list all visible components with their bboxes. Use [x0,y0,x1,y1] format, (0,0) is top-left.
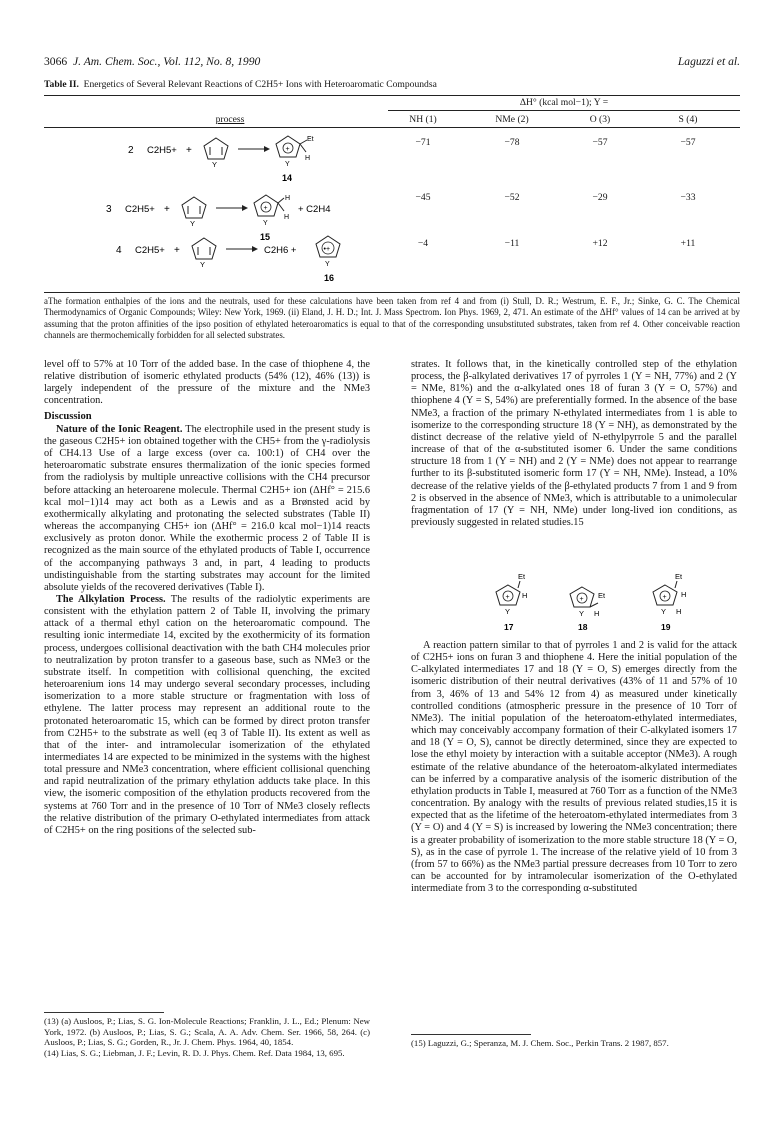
footnote-rule [44,1012,164,1013]
radical-dots-plus-icon: •+ [323,246,331,253]
ethylene-coproduct: + C2H4 [298,204,331,215]
compound-number-16: 16 [324,273,335,283]
table-caption [44,79,740,90]
right-column [411,359,737,529]
hydrogen-label: H [522,591,528,600]
cell-r4-nh: −4 [417,238,429,249]
cell-r4-s: +11 [680,238,696,249]
column-header-o: O (3) [589,114,611,125]
heteroatom-label: Y [661,607,667,616]
column-header-nme: NMe (2) [495,114,529,125]
paragraph: A reaction pattern similar to that of pyrroles 1 and 2 is valid for the attack of C2H5+ ions on furan 3 and thiophene 4. Here the initial population of the C-alkylated intermediates 17 and 18 (Y = O, S) emerges directly from the isomeric distribution of their neutral derivatives (43% of 11 and 57% of 10 from 3, 46% of 13 and 54% 12 from 4) as measured under kinetically controlled conditions (atmospheric pressure in the presence of 10 Torr of NMe3). The initial population of the heteroatom-ethylated intermediates, which may conceivably accompany formation of their C-alkylated isomers 17 and 18 (Y = O, S), cannot be directly determined, since they are expected to lose the ethyl moiety by interaction with a suitable acceptor (NMe3). A rough estimate of the relative abundance of the heteroatom-alkylated intermediates can be inferred by a comparative analysis of the isomeric distribution of the ethylation products in Table I, measured at 760 Torr as a function of the NMe3 concentration. By analogy with the results of previous related studies,15 it is expected that as the lifetime of the heteroatom-ethylated intermediates from 3 (Y = O) and 4 (Y = S) is increased by lowering the NMe3 concentration; there is a greater probability of isomerization to the more stable structure 18 (Y = O, S), as in the case of pyrrole 1. The increase of the relative yield of 10 from 3 (from 57 to 66%) as the NMe3 partial pressure decreases from 10 Torr to zero can be accounted for by intramolecular isomerization of the O-ethylated intermediate from 3 to the corresponding α-substituted [411,640,737,895]
structure-18 [570,587,606,632]
substituent-bond-icon [300,140,307,144]
charge-plus-icon: + [579,596,584,603]
heteroatom-label: Y [325,261,330,268]
right-reference: (15) Laguzzi, G.; Speranza, M. J. Chem. Soc., Perkin Trans. 2 1987, 857. [411,1038,669,1048]
hydrogen-label: H [594,609,600,618]
reference: (13) (a) Ausloos, P.; Lias, S. G. Ion-Molecule Reactions; Franklin, J. L., Ed.; Plenum: New York, 1972. (b) Ausloos, P.; Lias, S. G.; Scala, A. A. Adv. Chem. Ser. 1966, 58, 264. (c) Ausloos, P.; Lias, S. G.; Gorden, R., Jr. J. Chem. Phys. 1964, 40, 1854. [44,1016,370,1048]
heteroatom-label: Y [200,260,206,269]
hydrogen-label: H [305,155,311,162]
compound-number-19: 19 [661,622,671,632]
reaction-scheme [44,128,740,290]
arrowhead-icon [242,205,248,211]
paragraph: Nature of the Ionic Reagent. The electrophile used in the present study is the gaseous C2H5+ ion obtained together with the CH5+ from the γ-radiolysis of CH4.13 Use of a large excess (over ca. 100:1) of CH4 over the heteroaromatic substrate ensures thermalization of the ionic species formed from the radiolysis by multiple unreactive collisions with the CH4 precursor before attacking an heteroarene molecule. Thermal C2H5+ ion (ΔHf° = 215.6 kcal mol−1)14 may act both as a Lewis and as a Brønsted acid by exothermically alkylating and protonating the selected substrates (Table II) whereas the accompanying CH5+ ion (ΔHf° = 216.0 kcal mol−1)14 reacts exclusively as proton donor. While the exothermic process 2 of Table II is recognized as the main source of the ethylated products of Table I, occurrence of the accompanying pathways 3 and, in part, 4 leading to products undistinguishable from the starting substrates may account for the limited absolute yields of the recovered derivatives (Table I). [44,423,371,593]
paragraph: strates. It follows that, in the kinetically controlled step of the ethylation process, the β-alkylated derivatives 17 of pyrroles 1 (Y = NH, 77%) and 2 (Y = NMe, 81%) and the α-alkylated ones 18 of furan 3 (Y = O, 57%) and thiophene 4 (Y = S, 54%) are preferentially formed. In the absence of the base NMe3, a fraction of the primary N-ethylated intermediates from 1 is able to isomerize to the corresponding structure 18 (Y = NH), as demonstrated by the distinct decrease of the relative yield of N-ethylpyrrole 5 and the parallel increase of that of the α-substituted isomer 6. Under the same conditions structure 18 from 1 (Y = NH) and 2 (Y = NMe) does not appear to rearrange further to its β-substituted isomeric form 17 (Y = NH, NMe). Instead, a 10% decrease of the relative yields of the β-ethylated products 7 from 1 and 9 from 2 is observed in the absence of NMe3, which is attributable to a unimolecular fragmentation of 17 (Y = NH, NMe) under long-lived ion conditions, as previously suggested in related studies.15 [411,359,737,529]
equation-number: 2 [128,145,134,156]
substituent-bond-icon [300,144,306,152]
heteroatom-label: Y [505,607,511,616]
column-group-rule [388,110,740,111]
ethyl-cation-label: C2H5+ [125,204,155,215]
cell-r3-s: −33 [680,192,696,203]
footnote-rule [411,1034,531,1035]
table-footnote: aThe formation enthalpies of the ions and the neutrals, used for these calculations have been taken from ref 4 and from (i) Stull, D. R.; Westrum, E. F., Jr.; Sinke, G. C. The Chemical Thermodynamics of Organic Compounds; Wiley: New York, 1969. (ii) Eland, J. H. D.; Int. J. Mass Spectrom. Ion Phys. 1969, 2, 471. An estimate of the ΔHf° values of 14 can be arrived at by assuming that the proton affinities of the ipso position of ethylated heteroaromatics is equal to that of the corresponding unsubstituted substrates, taken from ref 4. Other conceivable reaction channels are thermochemically forbidden for all selected substrates. [44,296,740,340]
subheading: Nature of the Ionic Reagent. [56,423,183,435]
substituent-bond-icon [278,203,284,211]
cell-r3-o: −29 [592,192,608,203]
ethyl-cation-label: C2H5+ [147,145,177,156]
compound-number-17: 17 [504,622,514,632]
authors: Laguzzi et al. [677,55,740,68]
table-bottom-rule [44,292,740,293]
hydrogen-label: H [284,214,290,221]
right-column-continued [411,640,737,895]
hydrogen-label: H [676,607,682,616]
heteroarene-ring-icon [192,238,216,259]
cell-r2-o: −57 [592,137,608,148]
page-number: 3066 [44,55,68,68]
heteroatom-label: Y [212,160,218,169]
charge-plus-icon: + [285,146,290,153]
journal-citation: J. Am. Chem. Soc., Vol. 112, No. 8, 1990 [72,55,261,68]
ethyl-cation-label: C2H5+ [135,245,165,256]
running-head [44,55,740,71]
plus-sign: + [186,145,192,156]
structure-19 [653,572,686,632]
charge-plus-icon: + [505,594,510,601]
arrowhead-icon [264,146,270,152]
plus-sign: + [164,204,170,215]
substituent-bond-icon [278,198,284,203]
ethyl-label: Et [518,572,526,581]
table-label: Table II. [44,79,79,90]
reaction-row-2 [128,136,314,183]
cell-r2-s: −57 [680,137,696,148]
equation-number: 3 [106,204,112,215]
compound-number-14: 14 [282,173,293,183]
heteroarene-ring-icon [182,197,206,218]
charge-plus-icon: + [662,594,667,601]
paragraph: The Alkylation Process. The results of the radiolytic experiments are consistent with the ethylation pattern 2 of Table II, involving the primary attack of a thermal ethyl cation on the heteroaromatic compound. The resulting ionic intermediate 14, excited by the exothermicity of its formation process, undergoes collisional deactivation with the bath CH4 molecules prior to neutralization by proton transfer to a gaseous base, such as NMe3 or the substrate itself. In competition with collisional quenching, the excited heteroarenium ions 14 may undergo several secondary processes, including isomerization to a more stable structure or fragmentation with loss of ethylene. The latter process may represent an additional route to the protonated heteroaromatic 15, which can be formed by direct proton transfer from C2H5+ to the substrate as well (eq 3 of Table II). Its extent as well as that of the inter- and intramolecular isomerization of the ethylated intermediates 14 are expected to be minimized in the systems with the highest total pressure and NMe3 concentration, where efficient collisional quenching and rapid neutralization of the primary ethylation adducts take place. In this view, the isomeric composition of the ethylation products recovered from the systems at 760 Torr and in the presence of 10 Torr of NMe3 closely reflects the relative distribution of the primary O-ethylated intermediates from attack of C2H5+ on the ring positions of the selected sub- [44,593,370,836]
cell-r4-nme: −11 [504,238,520,249]
reference: (14) Lias, S. G.; Liebman, J. F.; Levin, R. D. J. Phys. Chem. Ref. Data 1984, 13, 695. [44,1047,345,1058]
equation-number: 4 [116,245,122,256]
heteroatom-label: Y [285,161,290,168]
heteroarene-ring-icon [204,138,228,159]
cell-r2-nme: −78 [504,137,520,148]
column-header-nh: NH (1) [409,114,437,125]
cell-r3-nme: −52 [504,192,520,203]
ethyl-label: Et [598,591,606,600]
table-top-rule [44,95,740,96]
cell-r4-o: +12 [592,238,608,249]
table-title: Energetics of Several Relevant Reactions of C2H5+ Ions with Heteroaromatic Compoundsa [83,79,437,90]
ethyl-label: Et [307,136,314,143]
arrowhead-icon [252,246,258,252]
column-header-process: process [215,114,245,125]
reaction-row-4 [116,236,340,283]
hydrogen-label: H [681,590,687,599]
hydrogen-label: H [285,195,291,202]
subheading: The Alkylation Process. [56,593,166,605]
structure-row [490,570,710,632]
plus-sign: + [174,245,180,256]
section-heading: Discussion [44,410,92,422]
compound-number-18: 18 [578,622,588,632]
ethyl-label: Et [675,572,683,581]
ethane-coproduct: C2H6 + [264,245,297,256]
column-header-s: S (4) [678,114,698,125]
left-references [44,1016,370,1058]
heteroatom-label: Y [190,219,196,228]
reaction-row-3 [106,195,330,242]
paragraph: level off to 57% at 10 Torr of the added base. In the case of thiophene 4, the relative distribution of isomeric ethylated products (54% (12), 46% (13)) is largely independent of the pressure of the mixture and the NMe3 concentration. [44,359,370,407]
structure-17 [496,572,527,632]
column-group-header: ΔH° (kcal mol−1); Y = [519,97,609,108]
heteroatom-label: Y [263,220,268,227]
charge-plus-icon: + [263,205,268,212]
left-column [44,359,370,837]
heteroatom-label: Y [579,609,585,618]
cell-r3-nh: −45 [415,192,431,203]
cell-r2-nh: −71 [415,137,431,148]
substituent-bond-icon [518,581,520,588]
substituent-bond-icon [675,581,677,588]
compound-number-15: 15 [260,232,271,242]
